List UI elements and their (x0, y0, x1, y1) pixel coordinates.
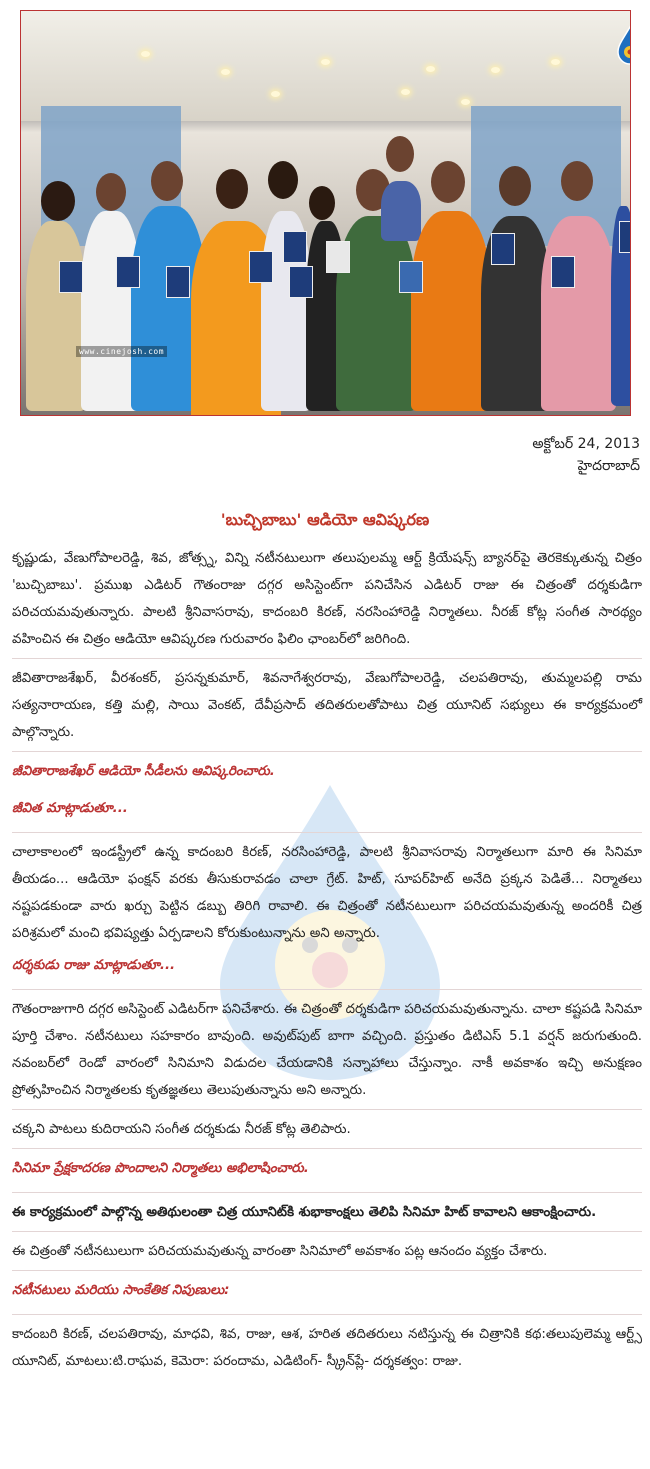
photo-watermark-url: www.cinejosh.com (76, 346, 167, 357)
ceiling-light (491, 67, 500, 73)
article-paragraph: గౌతంరాజుగారి దగ్గర అసిస్టెంట్ ఎడిటర్‌గా పనిచేశారు. ఈ చిత్రంతో దర్శకుడిగా పరిచయమవుతున్నాను. చాలా కష్టపడి సినిమా పూర్తి చేశాం. నటీనటులు సహకారం బావుంది. అవుట్‌పుట్ బాగా వచ్చింది. ప్రస్తుతం డిటిఎస్ 5.1 వర్షన్ జరుగుతుంది. నవంబర్‌లో రెండో వారంలో సినిమాని విడుదల చేయడానికి సన్నాహాలు చేస్తున్నాం. నాకీ అవకాశం ఇచ్చి అనుక్షణం ప్రోత్సహించిన నిర్మాతలకు కృతజ్ఞతలు తెలుపుతున్నాను అని అన్నారు. (12, 1002, 642, 1098)
article-paragraph: చాలాకాలంలో ఇండస్ట్రీలో ఉన్న కాదంబరి కిరణ్, నరసింహారెడ్డి, పాలటి శ్రీనివాసరావు నిర్మాతలుగా మారి ఈ సినిమా తీయడం... ఆడియో ఫంక్షన్ వరకు తీసుకురావడం చాలా గ్రేట్. హిట్, సూపర్‌హిట్ అనేది ప్రక్కన పెడితే... నిర్మాతలు నష్టపడకుండా వారు ఖర్చు పెట్టిన డబ్బు తిరిగి రావాలి. ఈ చిత్రంతో నటీనటులుగా పరిచయమవుతున్న అందరికీ చిత్ర పరిశ్రమలో మంచి భవిష్యత్తు ఏర్పడాలని కోరుకుంటున్నాను అని అన్నారు. (12, 845, 642, 941)
divider (12, 989, 642, 990)
ceiling-light (401, 89, 410, 95)
ceiling-light (461, 99, 470, 105)
article-subhead: నటీనటులు మరియు సాంకేతిక నిపుణులు: (12, 1283, 230, 1298)
person (26, 221, 86, 411)
divider (12, 1109, 642, 1110)
divider (12, 832, 642, 833)
article-paragraph: కృష్ణుడు, వేణుగోపాలరెడ్డి, శివ, జోత్స్న, విన్ని నటీనటులుగా తలుపులమ్మ ఆర్ట్ క్రియేషన్స్ బ్యానర్‌పై తెరకెక్కుతున్న చిత్రం 'బుచ్చిబాబు'. ప్రముఖ ఎడిటర్ గౌతంరాజు దగ్గర అసిస్టెంట్‌గా పనిచేసిన ఎడిటర్ రాజు ఈ చిత్రంతో దర్శకుడిగా పరిచయమవుతున్నారు. పాలటి శ్రీనివాసరావు, కాదంబరి కిరణ్, నరసింహారెడ్డి నిర్మాతలు. నీరజ్ కోట్ల సంగీత సారథ్యం వహించిన ఈ చిత్రం ఆడియో ఆవిష్కరణ గురువారం ఫిలిం ఛాంబర్‌లో జరిగింది. (12, 551, 642, 647)
publish-date: అక్టోబర్ 24, 2013 (532, 436, 640, 452)
audio-cd (116, 256, 140, 288)
ceiling-light (426, 66, 435, 72)
head (561, 161, 593, 201)
article-headline: 'బుచ్చిబాబు' ఆడియో ఆవిష్కరణ (220, 510, 430, 529)
divider (12, 751, 642, 752)
divider (12, 1192, 642, 1193)
head (499, 166, 531, 206)
ceiling-light (271, 91, 280, 97)
audio-cd (166, 266, 190, 298)
audio-cd (551, 256, 575, 288)
head (386, 136, 414, 172)
article-paragraph: ఈ కార్యక్రమంలో పాల్గొన్న అతిథులంతా చిత్ర యూనిట్‌కి శుభాకాంక్షలు తెలిపి సినిమా హిట్ కావాలని ఆకాంక్షించారు. (12, 1205, 597, 1220)
head (431, 161, 465, 203)
event-photo (20, 10, 631, 416)
article-body (12, 545, 642, 1380)
audio-cd (619, 221, 631, 253)
head (151, 161, 183, 201)
dateline-city: హైదరాబాద్ (577, 458, 640, 474)
ceiling-light (221, 69, 230, 75)
audio-cd (59, 261, 83, 293)
crowd (21, 161, 630, 416)
divider (12, 1314, 642, 1315)
head (96, 173, 126, 211)
article-paragraph: ఈ చిత్రంతో నటీనటులుగా పరిచయమవుతున్న వారంతా సినిమాలో అవకాశం పట్ల ఆనందం వ్యక్తం చేశారు. (12, 1244, 548, 1259)
cinejosh-logo-icon (615, 25, 631, 65)
audio-cd (326, 241, 350, 273)
ceiling-light (321, 59, 330, 65)
article-paragraph: జీవితారాజశేఖర్, వీరశంకర్, ప్రసన్నకుమార్, శివనాగేశ్వరరావు, వేణుగోపాలరెడ్డి, చలపతిరావు, తుమ్మలపల్లి రామ సత్యనారాయణ, కత్తి మల్లి, సాయి వెంకట్, దేవీప్రసాద్ తదితరులతోపాటు చిత్ర యూనిట్ సభ్యులు ఈ కార్యక్రమంలో పాల్గొన్నారు. (12, 671, 642, 740)
divider (12, 1270, 642, 1271)
divider (12, 1231, 642, 1232)
person (541, 216, 616, 411)
article-paragraph: కాదంబరి కిరణ్, చలపతిరావు, మాధవి, శివ, రాజు, ఆశ, హరిత తదితరులు నటిస్తున్న ఈ చిత్రానికి కథ:తలుపులెమ్మ ఆర్ట్స్ యూనిట్, మాటలు:టి.రాఘవ, కెమెరా: పరందామ, ఎడిటింగ్- స్క్రీన్‌ప్లే- దర్శకత్వం: రాజు. (12, 1327, 642, 1369)
ceiling-light (551, 59, 560, 65)
head (268, 161, 298, 199)
article-subhead: జీవిత మాట్లాడుతూ... (12, 801, 128, 816)
audio-cd (491, 233, 515, 265)
audio-cd (249, 251, 273, 283)
head (216, 169, 248, 209)
article-subhead: జీవితారాజశేఖర్ ఆడియో సీడీలను ఆవిష్కరించారు. (12, 764, 275, 779)
article-subhead: దర్శకుడు రాజు మాట్లాడుతూ... (12, 958, 176, 973)
person (411, 211, 491, 411)
divider (12, 658, 642, 659)
article-paragraph: చక్కని పాటలు కుదిరాయని సంగీత దర్శకుడు నీరజ్ కోట్ల తెలిపారు. (12, 1122, 351, 1137)
person (381, 181, 421, 241)
audio-cd (399, 261, 423, 293)
audio-cd (289, 266, 313, 298)
head (41, 181, 75, 221)
ceiling-light (141, 51, 150, 57)
article-subhead: సినిమా ప్రేక్షకాదరణ పొందాలని నిర్మాతలు అభిలాషించారు. (12, 1161, 309, 1176)
head (309, 186, 335, 220)
divider (12, 1148, 642, 1149)
ceiling (21, 11, 630, 121)
audio-cd (283, 231, 307, 263)
